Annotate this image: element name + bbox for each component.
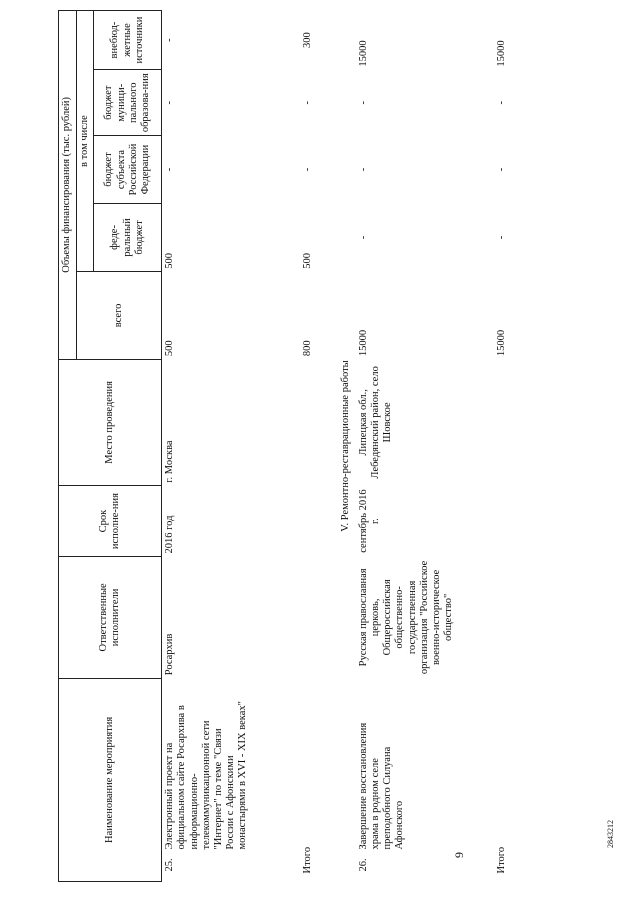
table-row-itogo-25 bbox=[290, 11, 334, 882]
row-25-number: 25. bbox=[164, 858, 176, 872]
row-25-total: 500 bbox=[162, 272, 290, 359]
row-25-name-cell bbox=[162, 678, 290, 881]
table-row-itogo-26 bbox=[484, 11, 524, 882]
itogo-26-federal: - bbox=[495, 235, 507, 240]
row-25-term: 2016 год bbox=[162, 486, 290, 557]
row-25-place: г. Москва bbox=[162, 359, 290, 485]
itogo-25-total: 800 bbox=[301, 340, 313, 357]
table-row-26 bbox=[356, 11, 484, 882]
header-municipal: бюджет муници-пального образова-ния bbox=[94, 70, 162, 136]
itogo-26-label: Итого bbox=[495, 846, 507, 874]
row-26-extra: 15000 bbox=[357, 40, 369, 67]
row-25-extra: - bbox=[162, 11, 290, 70]
itogo-26-municipal: - bbox=[495, 100, 507, 105]
footer-document-code: 2843212 bbox=[606, 820, 615, 848]
itogo-25-label: Итого bbox=[301, 846, 313, 874]
row-25-executor: Росархив bbox=[162, 557, 290, 679]
row-25-federal: 500 bbox=[162, 203, 290, 272]
section-5-title: V. Ремонтно-реставрационные работы bbox=[339, 360, 351, 532]
row-25-name: Электронный проект на официальном сайте Росархива в информационно-телекоммуникационной сети "Интернет" по теме "Связи России с Афонскими монастырями в XVI - XIX веках" bbox=[164, 701, 249, 850]
table-body bbox=[162, 11, 524, 882]
row-26-municipal: - bbox=[357, 100, 369, 105]
table-header bbox=[59, 11, 162, 882]
row-26-name-cell bbox=[356, 678, 484, 881]
table-row-25 bbox=[162, 11, 290, 882]
header-federal: феде-ральный бюджет bbox=[94, 203, 162, 272]
itogo-26-subject: - bbox=[495, 167, 507, 172]
header-total: всего bbox=[77, 272, 162, 359]
itogo-25-extra: 300 bbox=[301, 32, 313, 48]
row-25-subject: - bbox=[162, 136, 290, 203]
row-25-municipal: - bbox=[162, 70, 290, 136]
row-26-federal: - bbox=[357, 235, 369, 240]
header-extra: внебюд-жетные источники bbox=[94, 11, 162, 70]
row-26-term: сентябрь 2016 г. bbox=[357, 489, 382, 553]
row-26-executor: Русская православная церковь, Общероссийская общественно-государственная организация "Российское военно-историческое общество" bbox=[357, 560, 455, 675]
funding-table bbox=[58, 10, 524, 882]
header-funding: Объемы финансирования (тыс. рублей) bbox=[59, 11, 77, 360]
itogo-26-total: 15000 bbox=[495, 329, 507, 357]
itogo-25-subject: - bbox=[301, 167, 313, 172]
row-26-total: 15000 bbox=[357, 329, 369, 357]
row-26-subject: - bbox=[357, 167, 369, 172]
itogo-25-municipal: - bbox=[301, 100, 313, 105]
header-subject: бюджет субъекта Российской Федерации bbox=[94, 136, 162, 203]
itogo-25-federal: 500 bbox=[301, 252, 313, 269]
header-term: Срок исполне-ния bbox=[59, 486, 162, 557]
row-26-place: Липецкая обл., Лебедянский район, село Шовское bbox=[357, 366, 394, 479]
header-executors: Ответственные исполнители bbox=[59, 557, 162, 679]
header-place: Место проведения bbox=[59, 359, 162, 485]
header-name: Наименование мероприятия bbox=[59, 678, 162, 881]
itogo-26-extra: 15000 bbox=[495, 40, 507, 67]
page-number: 9 bbox=[452, 852, 466, 858]
header-including: в том числе bbox=[77, 11, 94, 272]
row-26-name: Завершение восстановления храма в родном селе преподобного Силуана Афонского bbox=[357, 722, 406, 850]
table-row-section-5 bbox=[334, 11, 356, 882]
row-26-number: 26. bbox=[357, 858, 369, 872]
